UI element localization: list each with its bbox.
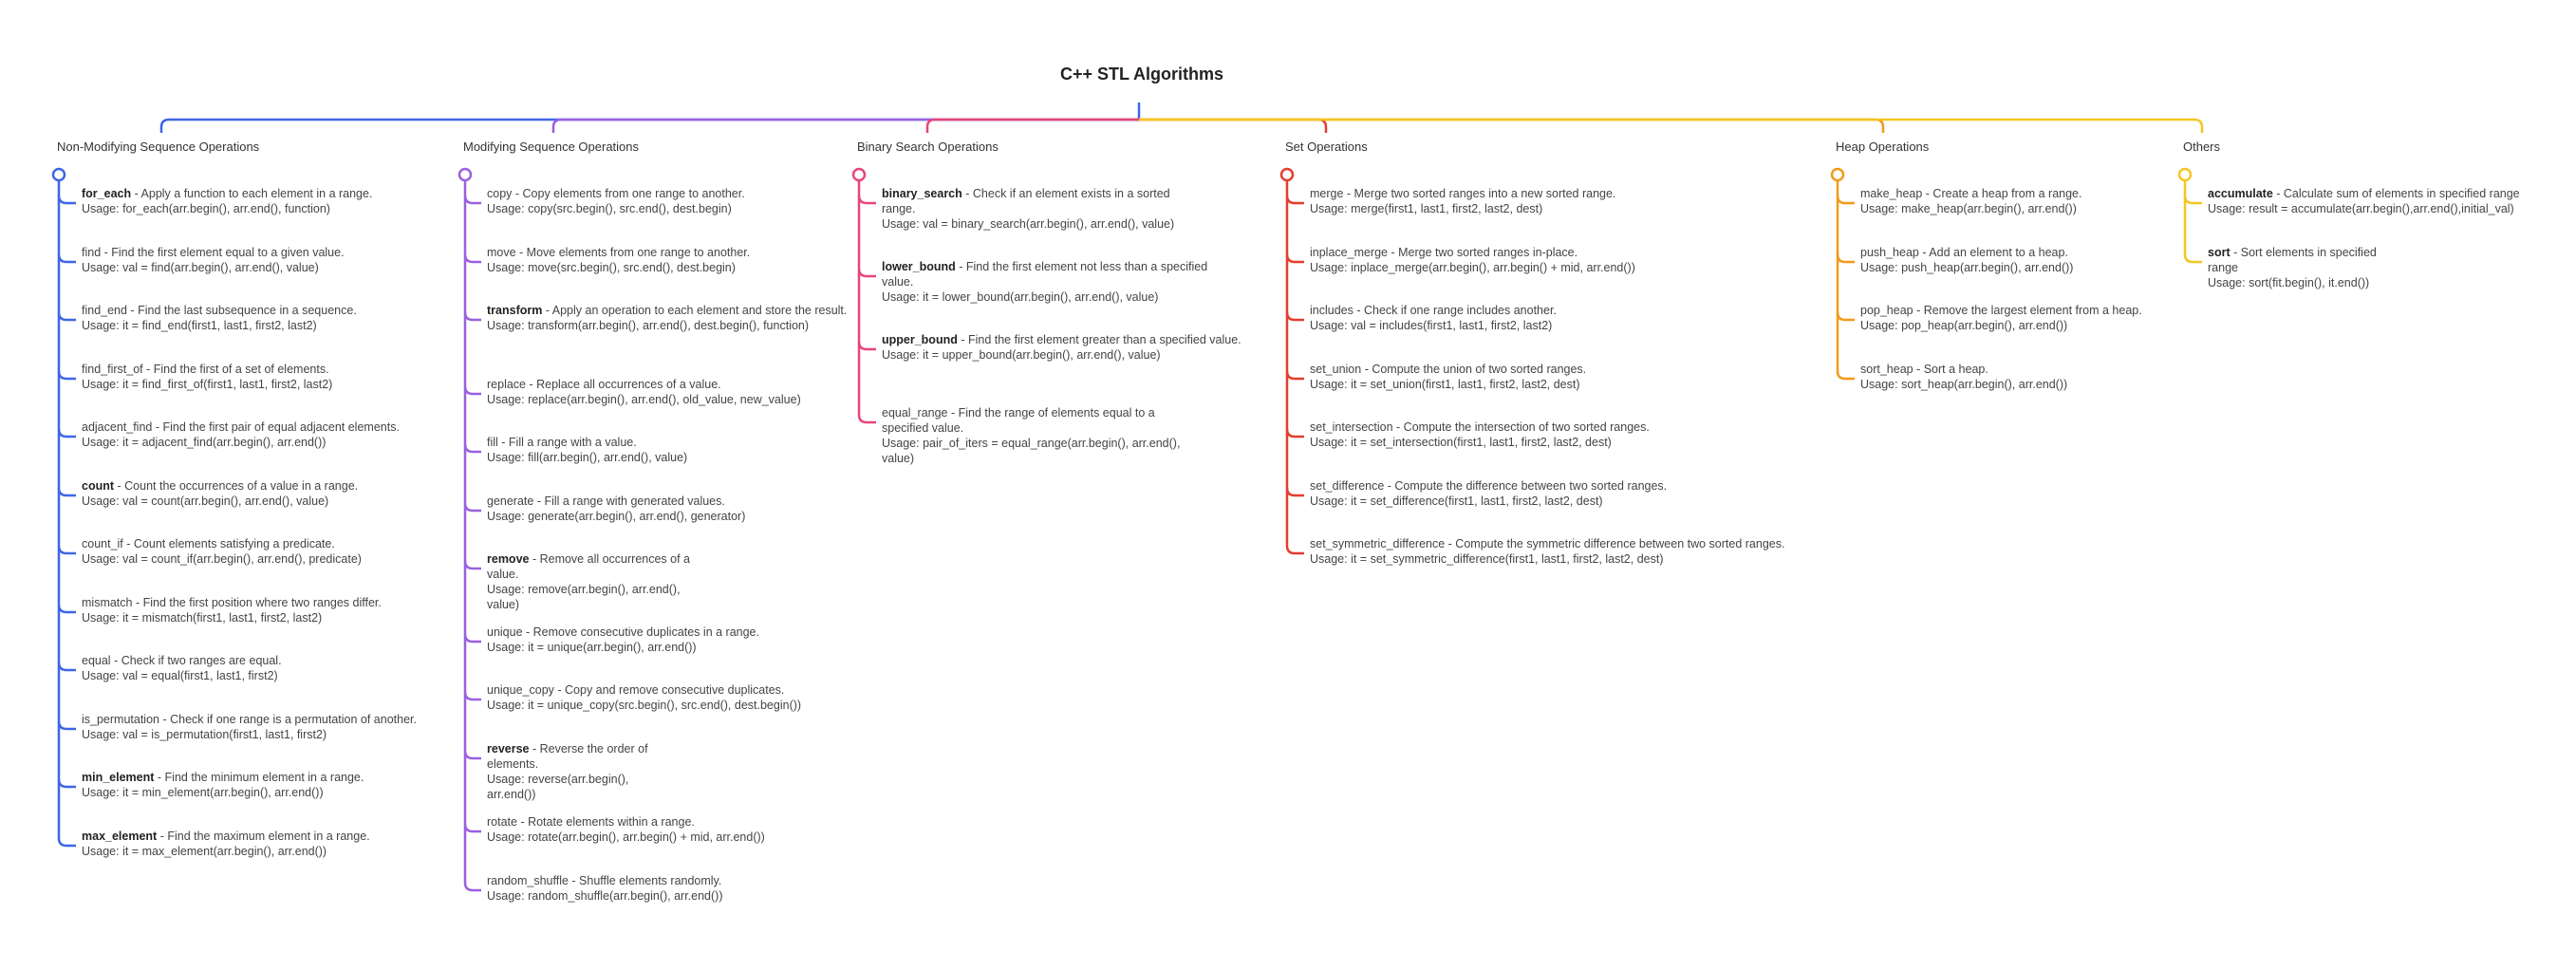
leaf-node-equal-range[interactable] [882,405,1195,466]
leaf-connector [2185,254,2202,262]
leaf-usage: Usage: make_heap(arr.begin(), arr.end()) [1860,202,2077,215]
leaf-usage: Usage: copy(src.begin(), src.end(), dest.begin) [487,202,732,215]
leaf-usage: Usage: result = accumulate(arr.begin(),arr.end(),initial_val) [2208,202,2514,215]
leaf-usage: Usage: merge(first1, last1, first2, last2, dest) [1310,202,1543,215]
leaf-node-rotate[interactable] [487,814,848,845]
leaf-description: - Check if two ranges are equal. [110,654,282,667]
leaf-node-upper-bound[interactable] [882,332,1242,363]
leaf-connector [465,386,481,394]
leaf-node-sort[interactable] [2208,245,2388,290]
leaf-connector [465,312,481,320]
leaf-node-set-difference[interactable] [1310,478,1841,509]
leaf-connector [1287,196,1304,203]
branch-title[interactable]: Modifying Sequence Operations [463,140,640,154]
leaf-name: min_element [82,771,155,784]
leaf-usage: Usage: replace(arr.begin(), arr.end(), old_value, new_value) [487,393,801,406]
leaf-node-is-permutation[interactable] [82,712,461,742]
leaf-usage: Usage: pair_of_iters = equal_range(arr.begin(), arr.end(), value) [882,437,1181,465]
leaf-description: - Compute the symmetric difference between two sorted ranges. [1445,537,1785,550]
leaf-connector [1287,546,1304,553]
mindmap-root-title: C++ STL Algorithms [1060,65,1224,84]
leaf-name: sort [2208,246,2231,259]
leaf-description: - Compute the union of two sorted ranges. [1361,363,1587,376]
leaf-connector [859,196,876,203]
leaf-name: mismatch [82,596,133,609]
leaf-description: - Create a heap from a range. [1922,187,2082,200]
leaf-connector [465,254,481,262]
leaf-name: accumulate [2208,187,2273,200]
leaf-node-count-if[interactable] [82,536,461,567]
leaf-node-push-heap[interactable] [1860,245,2174,275]
leaf-description: - Sort elements in specified range [2208,246,2377,274]
branch-connector [1139,120,1326,133]
leaf-connector [59,838,76,846]
leaf-usage: Usage: it = lower_bound(arr.begin(), arr.end(), value) [882,290,1159,304]
branch-connector [927,120,1139,133]
leaf-usage: Usage: val = count_if(arr.begin(), arr.end(), predicate) [82,552,362,566]
leaf-connector [59,721,76,729]
leaf-usage: Usage: val = includes(first1, last1, first2, last2) [1310,319,1553,332]
leaf-connector [465,692,481,700]
branch-collapse-toggle[interactable] [2179,169,2191,180]
leaf-name: equal [82,654,111,667]
leaf-name: is_permutation [82,713,159,726]
leaf-name: unique_copy [487,683,554,697]
leaf-node-sort-heap[interactable] [1860,362,2174,392]
leaf-connector [859,342,876,349]
leaf-name: equal_range [882,406,948,420]
leaf-name: make_heap [1860,187,1923,200]
leaf-node-inplace-merge[interactable] [1310,245,1841,275]
leaf-description: - Copy elements from one range to another. [512,187,745,200]
leaf-connector [59,312,76,320]
leaf-name: find_end [82,304,127,317]
leaf-usage: Usage: reverse(arr.begin(), arr.end()) [487,773,629,801]
leaf-node-find-first-of[interactable] [82,362,461,392]
leaf-name: inplace_merge [1310,246,1388,259]
leaf-usage: Usage: fill(arr.begin(), arr.end(), value) [487,451,688,464]
leaf-usage: Usage: it = find_end(first1, last1, first2, last2) [82,319,317,332]
leaf-connector [859,269,876,276]
leaf-description: - Merge two sorted ranges in-place. [1388,246,1578,259]
branch-collapse-toggle[interactable] [1832,169,1843,180]
leaf-node-remove[interactable] [487,551,705,612]
leaf-usage: Usage: sort_heap(arr.begin(), arr.end()) [1860,378,2068,391]
leaf-node-transform[interactable] [487,303,848,333]
leaf-name: count [82,479,115,493]
leaf-name: for_each [82,187,132,200]
leaf-connector [59,546,76,553]
leaf-usage: Usage: val = is_permutation(first1, last1, first2) [82,728,327,741]
leaf-name: generate [487,494,534,508]
leaf-connector [59,371,76,379]
leaf-usage: Usage: pop_heap(arr.begin(), arr.end()) [1860,319,2068,332]
leaf-node-generate[interactable] [487,494,848,524]
leaf-connector [465,634,481,642]
leaf-name: push_heap [1860,246,1919,259]
leaf-node-unique-copy[interactable] [487,682,848,713]
leaf-node-count[interactable] [82,478,461,509]
leaf-name: fill [487,436,498,449]
leaf-node-find[interactable] [82,245,461,275]
leaf-usage: Usage: push_heap(arr.begin(), arr.end()) [1860,261,2074,274]
branch-title[interactable]: Others [2183,140,2221,154]
leaf-description: - Count elements satisfying a predicate. [122,537,335,550]
branch-title[interactable]: Set Operations [1285,140,1368,154]
leaf-connector [465,561,481,569]
leaf-usage: Usage: move(src.begin(), src.end(), dest.begin) [487,261,736,274]
leaf-connector [59,662,76,670]
leaf-name: set_symmetric_difference [1310,537,1446,550]
leaf-description: - Apply an operation to each element and store the result. [542,304,848,317]
leaf-description: - Replace all occurrences of a value. [526,378,721,391]
leaf-name: set_intersection [1310,420,1393,434]
leaf-usage: Usage: sort(fit.begin(), it.end()) [2208,276,2370,289]
leaf-node-find-end[interactable] [82,303,461,333]
leaf-connector [59,605,76,612]
branch-title[interactable]: Non-Modifying Sequence Operations [57,140,260,154]
leaf-usage: Usage: rotate(arr.begin(), arr.begin() + mid, arr.end()) [487,830,765,844]
leaf-description: - Merge two sorted ranges into a new sorted range. [1343,187,1616,200]
leaf-usage: Usage: it = find_first_of(first1, last1, first2, last2) [82,378,333,391]
leaf-description: - Rotate elements within a range. [516,815,695,829]
leaf-name: rotate [487,815,517,829]
leaf-node-adjacent-find[interactable] [82,420,461,450]
leaf-name: set_union [1310,363,1362,376]
leaf-name: move [487,246,516,259]
leaf-description: - Move elements from one range to another. [515,246,751,259]
leaf-name: upper_bound [882,333,958,346]
leaf-node-binary-search[interactable] [882,186,1195,232]
leaf-node-unique[interactable] [487,625,848,655]
leaf-name: copy [487,187,513,200]
leaf-description: - Compute the difference between two sorted ranges. [1384,479,1668,493]
branch-connector [1139,120,1883,133]
leaf-node-merge[interactable] [1310,186,1841,216]
leaf-connector [59,779,76,787]
leaf-name: reverse [487,742,530,755]
leaf-node-lower-bound[interactable] [882,259,1242,305]
leaf-name: unique [487,625,523,639]
leaf-node-max-element[interactable] [82,829,461,859]
leaf-name: find_first_of [82,363,143,376]
branch-connector [161,120,1139,133]
leaf-name: count_if [82,537,123,550]
leaf-description: - Sort a heap. [1913,363,1988,376]
leaf-usage: Usage: for_each(arr.begin(), arr.end(), function) [82,202,330,215]
leaf-description: - Reverse the order of elements. [487,742,648,771]
leaf-name: binary_search [882,187,962,200]
leaf-usage: Usage: it = set_intersection(first1, last1, first2, last2, dest) [1310,436,1612,449]
branch-collapse-toggle[interactable] [53,169,65,180]
leaf-node-fill[interactable] [487,435,848,465]
leaf-name: max_element [82,830,158,843]
leaf-name: includes [1310,304,1353,317]
leaf-name: random_shuffle [487,874,569,887]
leaf-connector [59,254,76,262]
leaf-description: - Find the first element greater than a specified value. [957,333,1241,346]
leaf-node-set-intersection[interactable] [1310,420,1841,450]
leaf-node-set-symmetric-difference[interactable] [1310,536,1841,567]
leaf-description: - Check if one range includes another. [1353,304,1557,317]
leaf-connector [465,751,481,758]
leaf-description: - Add an element to a heap. [1918,246,2068,259]
leaf-connector [1287,371,1304,379]
leaf-name: adjacent_find [82,420,153,434]
leaf-usage: Usage: val = count(arr.begin(), arr.end(), value) [82,494,329,508]
leaf-name: set_difference [1310,479,1385,493]
branch-title[interactable]: Binary Search Operations [857,140,999,154]
leaf-connector [859,415,876,422]
leaf-description: - Find the first element not less than a specified value. [882,260,1208,289]
leaf-description: - Count the occurrences of a value in a range. [114,479,359,493]
leaf-connector [1287,429,1304,437]
leaf-name: pop_heap [1860,304,1913,317]
leaf-connector [465,196,481,203]
leaf-node-pop-heap[interactable] [1860,303,2174,333]
leaf-connector [2185,196,2202,203]
leaf-node-min-element[interactable] [82,770,461,800]
leaf-connector [59,196,76,203]
leaf-name: find [82,246,102,259]
leaf-description: - Check if one range is a permutation of another. [159,713,417,726]
leaf-description: - Find the first of a set of elements. [142,363,329,376]
leaf-node-reverse[interactable] [487,741,667,802]
leaf-usage: Usage: it = set_union(first1, last1, first2, last2, dest) [1310,378,1580,391]
leaf-usage: Usage: it = min_element(arr.begin(), arr.end()) [82,786,324,799]
leaf-connector [59,429,76,437]
leaf-connector [1287,254,1304,262]
leaf-node-make-heap[interactable] [1860,186,2174,216]
leaf-description: - Calculate sum of elements in specified range [2272,187,2520,200]
leaf-description: - Find the first position where two ranges differ. [132,596,382,609]
leaf-node-for-each[interactable] [82,186,461,216]
branch-title[interactable]: Heap Operations [1836,140,1930,154]
leaf-name: remove [487,552,530,566]
leaf-usage: Usage: remove(arr.begin(), arr.end(), value) [487,583,681,611]
branch-collapse-toggle[interactable] [1281,169,1293,180]
leaf-description: - Shuffle elements randomly. [568,874,722,887]
leaf-name: transform [487,304,543,317]
leaf-description: - Remove consecutive duplicates in a range. [522,625,759,639]
leaf-connector [1287,488,1304,495]
leaf-description: - Remove all occurrences of a value. [487,552,690,581]
leaf-node-equal[interactable] [82,653,461,683]
leaf-connector [465,824,481,831]
leaf-description: - Compute the intersection of two sorted ranges. [1392,420,1650,434]
leaf-connector [1287,312,1304,320]
leaf-usage: Usage: it = unique_copy(src.begin(), src.end(), dest.begin()) [487,699,802,712]
leaf-name: merge [1310,187,1344,200]
leaf-connector [465,444,481,452]
leaf-usage: Usage: it = adjacent_find(arr.begin(), arr.end()) [82,436,327,449]
leaf-connector [465,883,481,890]
leaf-usage: Usage: val = binary_search(arr.begin(), arr.end(), value) [882,217,1175,231]
leaf-usage: Usage: it = set_difference(first1, last1, first2, last2, dest) [1310,494,1603,508]
leaf-usage: Usage: it = unique(arr.begin(), arr.end()) [487,641,697,654]
leaf-description: - Find the first pair of equal adjacent elements. [152,420,400,434]
leaf-node-move[interactable] [487,245,848,275]
leaf-name: replace [487,378,526,391]
leaf-usage: Usage: it = upper_bound(arr.begin(), arr.end(), value) [882,348,1161,362]
leaf-usage: Usage: it = mismatch(first1, last1, first2, last2) [82,611,323,625]
leaf-description: - Find the last subsequence in a sequence. [126,304,357,317]
leaf-description: - Fill a range with a value. [497,436,637,449]
leaf-description: - Fill a range with generated values. [533,494,725,508]
leaf-connector [465,503,481,511]
leaf-usage: Usage: val = equal(first1, last1, first2) [82,669,278,682]
leaf-name: lower_bound [882,260,956,273]
leaf-usage: Usage: it = max_element(arr.begin(), arr.end()) [82,845,327,858]
leaf-description: - Find the minimum element in a range. [154,771,364,784]
branch-connector [553,120,1139,133]
branch-collapse-toggle[interactable] [853,169,865,180]
leaf-description: - Remove the largest element from a heap. [1913,304,2142,317]
leaf-node-mismatch[interactable] [82,595,461,625]
leaf-name: sort_heap [1860,363,1913,376]
leaf-description: - Check if an element exists in a sorted range. [882,187,1170,215]
leaf-description: - Find the range of elements equal to a specified value. [882,406,1155,435]
leaf-node-random-shuffle[interactable] [487,873,848,904]
leaf-usage: Usage: transform(arr.begin(), arr.end(), dest.begin(), function) [487,319,810,332]
branch-collapse-toggle[interactable] [459,169,471,180]
leaf-usage: Usage: val = find(arr.begin(), arr.end(), value) [82,261,319,274]
leaf-description: - Copy and remove consecutive duplicates. [553,683,785,697]
leaf-usage: Usage: inplace_merge(arr.begin(), arr.begin() + mid, arr.end()) [1310,261,1635,274]
leaf-usage: Usage: it = set_symmetric_difference(first1, last1, first2, last2, dest) [1310,552,1664,566]
branch-connector [1139,120,2202,133]
leaf-node-copy[interactable] [487,186,848,216]
leaf-usage: Usage: generate(arr.begin(), arr.end(), generator) [487,510,746,523]
leaf-description: - Find the first element equal to a given value. [101,246,345,259]
leaf-node-accumulate[interactable] [2208,186,2568,216]
leaf-description: - Find the maximum element in a range. [157,830,370,843]
leaf-description: - Apply a function to each element in a range. [131,187,373,200]
leaf-connector [59,488,76,495]
leaf-usage: Usage: random_shuffle(arr.begin(), arr.end()) [487,889,723,903]
leaf-node-replace[interactable] [487,377,848,407]
leaf-node-includes[interactable] [1310,303,1841,333]
leaf-node-set-union[interactable] [1310,362,1841,392]
